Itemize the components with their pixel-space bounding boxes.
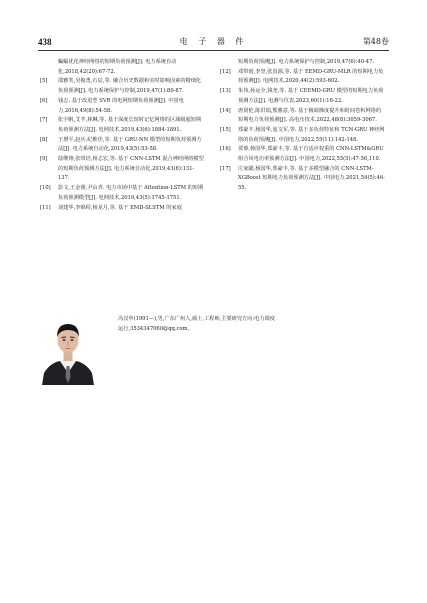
reference-item: 蝙蝠优化神经网络的短期负荷预测[J]. 电力系统自动化,2018,42(20):67-72.	[58, 59, 177, 75]
running-header	[38, 36, 389, 51]
reference-item: [10] 彭文,王金睿,尹山青. 电力市场中基于 Attention-LSTM 的短期负荷预测模型[J]. 电网技术,2019,43(5):1745-1751.	[40, 185, 204, 201]
journal-title: 电 子 器 件	[179, 37, 248, 46]
volume-label: 第48卷	[362, 37, 389, 46]
reference-item: [17] 庄家懿,杨国华,郑豪丰,等. 基于多模型融合的 CNN-LSTM-XGBoost 短期电力负荷预测方法[J]. 中国电力,2021,54(5):46-55.	[220, 165, 385, 192]
reference-item: [15] 郑豪丰,杨国华,庞文军,等. 基于多负荷特征和 TCN-GRU 神经网络的负荷预测[J]. 中国电力,2022,55(11):142-148.	[220, 126, 385, 143]
reference-item: [9] 陆继翔,张琪培,杨志宏,等. 基于 CNN-LSTM 混合神经网络模型的短期负荷预测方法[J]. 电力系统自动化,2019,43(8):131-137.	[40, 156, 204, 182]
reference-item: [6] 钱志. 基于改进型 SVR 的电网短期负荷预测[J]. 中国电力,2016,49(8):54-58.	[40, 97, 184, 114]
page-number: 438	[38, 37, 52, 47]
reference-item: [16] 贾睿,杨国华,郑豪丰,等. 基于自适应权重的 CNN-LSTM&GRU 组合风电功率预测方法[J]. 中国电力,2022,55(5):47-56,110.	[220, 146, 384, 163]
reference-item: [5] 邵雅笑,吴俊勇,石辰,等. 融合历史数据和实时影响因素的精细化负荷预测[J]. 电力系统保护与控制,2019,47(1):80-87.	[40, 78, 202, 95]
reference-item: [13] 朱伟,孙运全,钱尧,等. 基于 CEEMD-GRU 模型的短期电力负荷预测方法[J]. 电测与仪表,2023,60(1):16-22.	[220, 88, 384, 104]
author-profile	[40, 313, 275, 393]
reference-item: 短期负荷预测[J]. 电力系统保护与控制,2019,47(6):40-47.	[238, 59, 375, 65]
reference-item: [12] 邓带雨,李坚,张真源,等. 基于 EEMD-GRU-MLR 的短期电力负荷预测[J]. 电网技术,2020,44(2):593-602.	[220, 68, 384, 85]
reference-item: [7] 张宇帆,艾芊,林琳,等. 基于深度长短时记忆网络的区域级超短期负荷预测方法[J]. 电网技术,2019,43(6):1884-1891.	[40, 117, 202, 133]
author-photo	[40, 313, 96, 385]
reference-item: [11] 刘建华,李锦程,杨龙月,等. 基于 EMD-SLSTM 的家庭	[40, 204, 182, 211]
reference-item: [8] 王增平,赵兵,纪维佳,等. 基于 GRU-NN 模型的短期负荷预测方法[J]. 电力系统自动化,2019,43(5):53-58.	[40, 136, 202, 153]
reference-item: [14] 唐贤伦,陈洪瑞,熊雅意,等. 基于极端梯度提升和时间卷积网络的短期电力负荷预测[J]. 高电压技术,2022,48(8):3059-3067.	[220, 107, 382, 124]
portrait-image	[40, 313, 96, 385]
references-right-column	[220, 58, 385, 194]
author-bio: 冯汉申(1991—),男,广东广州人,硕士,工程师,主要研究方向:电力调度运行,3534347060@qq.com。	[118, 316, 275, 332]
references-left-column	[40, 58, 205, 213]
